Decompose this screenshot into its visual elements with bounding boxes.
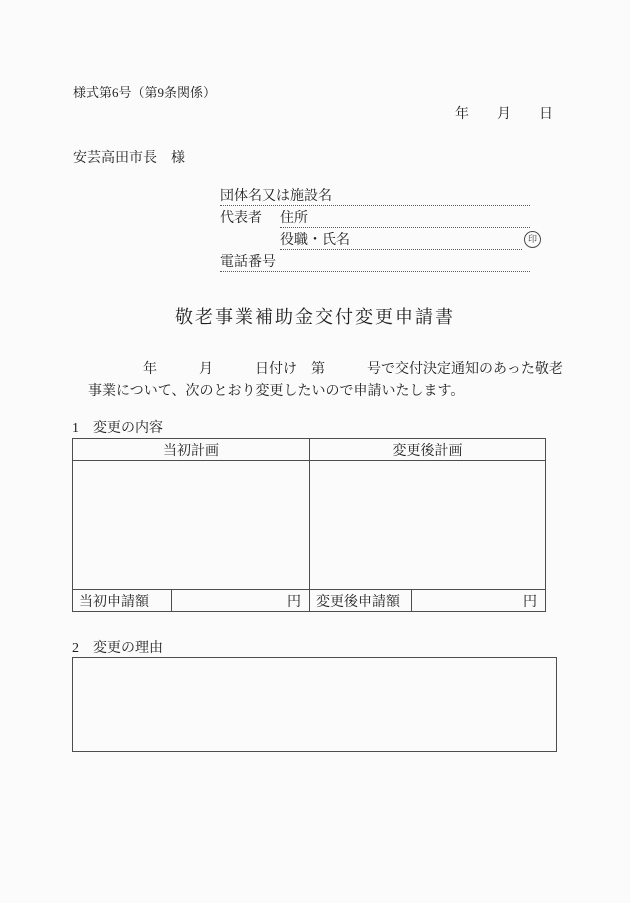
phone-label: 電話番号: [220, 255, 276, 270]
change-content-table: [72, 438, 546, 612]
seal-mark-icon: [524, 231, 541, 248]
address-field: [280, 210, 530, 228]
phone-field: [220, 254, 530, 272]
body-paragraph-line1: 年 月 日付け 第 号で交付決定通知のあった敬老: [143, 362, 563, 377]
addressee: 安芸高田市長 様: [73, 151, 185, 166]
revised-plan-cell: [309, 461, 545, 589]
date-line: 年 月 日: [455, 107, 553, 122]
form-number: 様式第6号（第9条関係）: [73, 85, 217, 100]
role-name-field: [280, 232, 522, 250]
revised-amount-label: 変更後申請額: [309, 590, 411, 611]
revised-amount-unit: 円: [523, 594, 537, 610]
header-revised-plan: 変更後計画: [309, 439, 545, 460]
original-amount-label: 当初申請額: [79, 594, 149, 610]
revised-amount-cell: [411, 590, 545, 611]
section2-heading: 2 変更の理由: [72, 641, 163, 656]
org-name-field: [220, 188, 530, 206]
org-name-label: 団体名又は施設名: [220, 189, 332, 204]
document-title: 敬老事業補助金交付変更申請書: [175, 307, 455, 327]
table-footer-row: [73, 589, 545, 611]
original-amount-unit: 円: [287, 594, 301, 610]
table-body-row: [73, 461, 545, 589]
change-reason-box: [72, 657, 557, 752]
section1-heading: 1 変更の内容: [72, 421, 163, 436]
role-name-label: 役職・氏名: [280, 233, 350, 248]
representative-label: 代表者: [220, 211, 262, 226]
header-original-plan: 当初計画: [163, 443, 219, 459]
original-amount-cell: [171, 590, 309, 611]
address-label: 住所: [280, 211, 308, 226]
original-plan-cell: [73, 461, 309, 589]
body-paragraph-line2: 事業について、次のとおり変更したいので申請いたします。: [88, 384, 465, 399]
table-header-row: [73, 439, 545, 461]
seal-mark-character: 印: [524, 231, 541, 248]
